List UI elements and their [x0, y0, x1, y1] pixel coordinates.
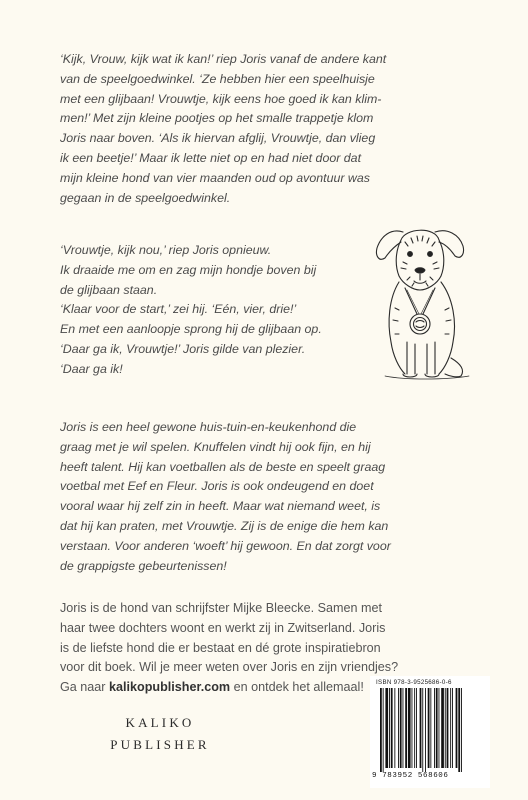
barcode-bar [414, 688, 415, 768]
about-joris-line: vooral waar hij zelf zin in heeft. Maar wat niemand weet, is [60, 499, 381, 514]
barcode-bar [452, 688, 453, 768]
story-line: mijn kleine hond van vier maanden oud op avontuur was [60, 170, 370, 185]
barcode-bar [403, 688, 404, 768]
barcode-bars [374, 688, 486, 772]
isbn-label: ISBN 978-3-9525686-0-6 [376, 679, 452, 686]
story-line: van de speelgoedwinkel. ‘Ze hebben hier een speelhuisje [60, 71, 375, 86]
about-joris-line: de grappigste gebeurtenissen! [60, 558, 227, 573]
barcode-bar [450, 688, 451, 768]
about-author-line: is de liefste hond die er bestaat en dé grote inspiratiebron [60, 640, 381, 655]
barcode-bar [400, 688, 402, 768]
about-joris-line: verstaan. Voor anderen ‘woeft’ hij gewoon. En dat zorgt voor [60, 538, 391, 553]
barcode-bar [430, 688, 431, 768]
barcode-bar [456, 688, 458, 768]
barcode-bar [416, 688, 417, 768]
barcode-bar [383, 688, 384, 772]
publisher-website-link[interactable]: kalikopublisher.com [109, 680, 231, 695]
barcode-bar [385, 688, 388, 768]
barcode-bar [412, 688, 413, 768]
about-joris-line: voetbal met Eef en Fleur. Joris is ook ondeugend en doet [60, 479, 374, 494]
dialogue-excerpt [60, 241, 350, 380]
dialogue-line: ‘Klaar voor de start,’ zei hij. ‘Eén, vier, drie!’ [60, 302, 297, 317]
about-author-line: haar twee dochters woont en werkt zij in Zwitserland. Joris [60, 620, 386, 635]
dialogue-line: de glijbaan staan. [60, 282, 158, 297]
about-joris-line: graag met je wil spelen. Knuffelen vindt hij ook fijn, en hij [60, 439, 371, 454]
story-line: gegaan in de speelgoedwinkel. [60, 190, 231, 205]
story-line: men!’ Met zijn kleine pootjes op het smalle trappetje klom [60, 111, 374, 126]
about-joris-line: dat hij kan praten, met Vrouwtje. Zij is de enige die hem kan [60, 518, 389, 533]
barcode-bar [394, 688, 395, 768]
barcode-bar [380, 688, 382, 772]
about-joris-line: heeft talent. Hij kan voetballen als de beste en speelt graag [60, 459, 386, 474]
publisher-logo [60, 712, 260, 756]
barcode-bar [405, 688, 407, 768]
about-author-line: Joris is de hond van schrijfster Mijke Bleecke. Samen met [60, 601, 382, 615]
dialogue-line: ‘Daar ga ik! [60, 361, 123, 376]
barcode-bar [434, 688, 435, 768]
barcode-bar [441, 688, 444, 768]
barcode-bar [391, 688, 393, 768]
story-excerpt [60, 50, 480, 208]
barcode-bar [436, 688, 438, 768]
about-author-line: voor dit boek. Wil je meer weten over Joris en zijn vriendjes? [60, 660, 399, 675]
publisher-name: KALIKO [125, 715, 195, 730]
isbn-barcode [370, 676, 490, 788]
barcode-bar [422, 688, 423, 772]
barcode-bar [447, 688, 449, 768]
barcode-bar [445, 688, 446, 768]
story-line: ‘Kijk, Vrouw, kijk wat ik kan!’ riep Joris vanaf de andere kant [60, 52, 387, 66]
barcode-bar [389, 688, 390, 768]
dog-ear-right [435, 231, 464, 258]
barcode-bar [461, 688, 462, 772]
dog-illustration [365, 218, 477, 386]
about-joris [60, 418, 480, 576]
dialogue-line: ‘Daar ga ik, Vrouwtje!’ Joris gilde van plezier. [60, 341, 306, 356]
barcode-digits: 9 783952 568606 [372, 772, 449, 780]
dialogue-line: ‘Vrouwtje, kijk nou,’ riep Joris opnieuw. [60, 243, 272, 257]
barcode-bar [398, 688, 399, 768]
barcode-bar [428, 688, 430, 768]
story-line: met een glijbaan! Vrouwtje, kijk eens hoe goed ik kan klim- [60, 91, 382, 106]
story-line: ik een beetje!’ Maar ik lette niet op en had niet door dat [60, 150, 362, 165]
publisher-subtitle: PUBLISHER [110, 737, 210, 752]
about-author-text: en ontdek het allemaal! [230, 680, 364, 695]
barcode-bar [425, 688, 426, 772]
barcode-bar [458, 688, 460, 772]
dialogue-line: Ik draaide me om en zag mijn hondje boven bij [60, 262, 317, 277]
about-author-text: Ga naar [60, 680, 110, 695]
barcode-bar [439, 688, 440, 768]
about-joris-line: Joris is een heel gewone huis-tuin-en-keukenhond die [60, 420, 357, 434]
barcode-bar [420, 688, 422, 768]
barcode-bar [408, 688, 411, 768]
story-line: Joris naar boven. ‘Als ik hiervan afglij, Vrouwtje, dan vlieg [60, 131, 376, 146]
dialogue-line: En met een aanloopje sprong hij de glijbaan op. [60, 322, 322, 337]
